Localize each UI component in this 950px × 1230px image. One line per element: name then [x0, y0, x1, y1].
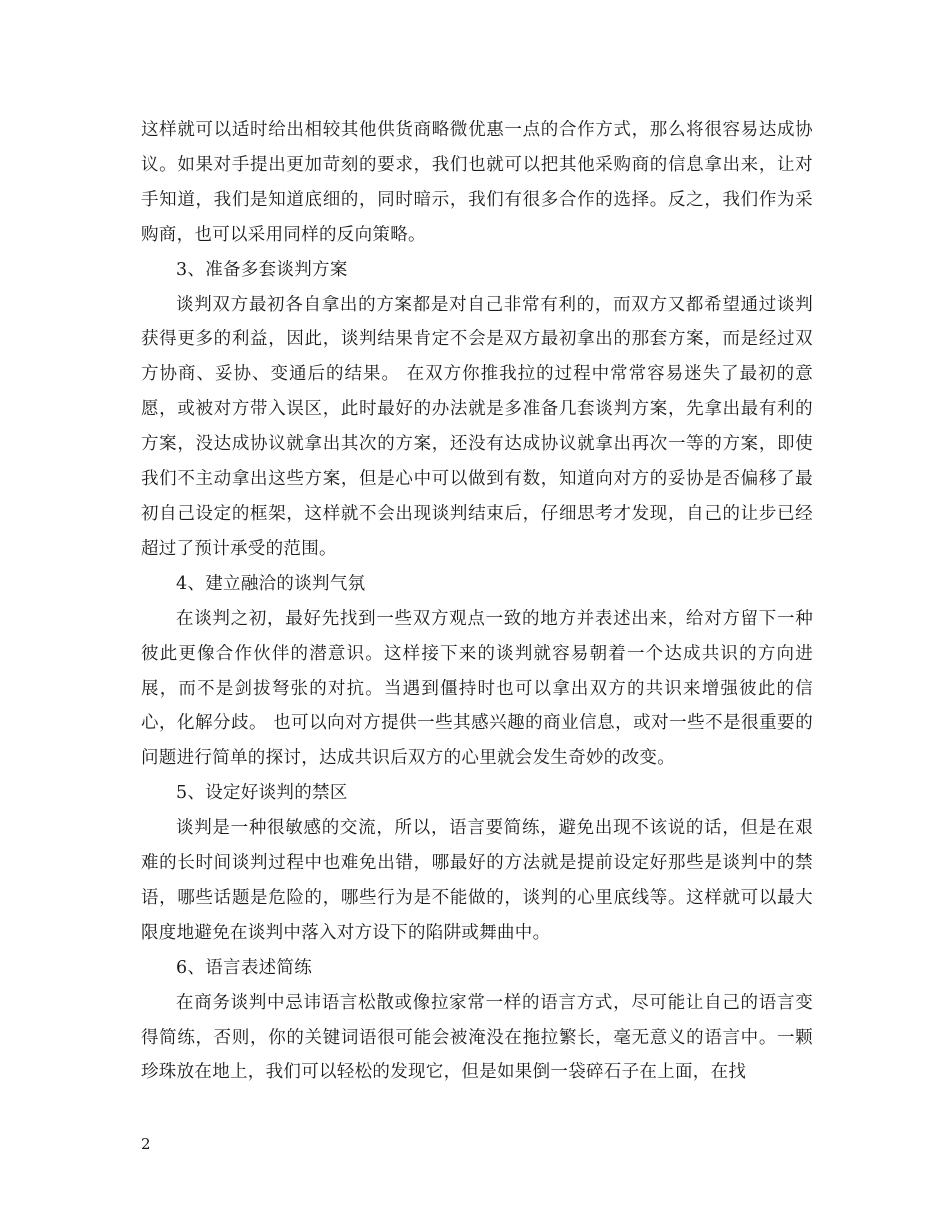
paragraph-section-5: 谈判是一种很敏感的交流，所以，语言要简练，避免出现不该说的话，但是在艰难的长时间谈判过程中也难免出错，哪最好的方法就是提前设定好那些是谈判中的禁语，哪些话题是危险的，哪些行为是不能做的，谈判的心里底线等。这样就可以最大限度地避免在谈判中落入对方设下的陷阱或舞曲中。 — [141, 818, 813, 943]
document-body — [141, 113, 813, 1090]
paragraph-continuation: 这样就可以适时给出相较其他供货商略微优惠一点的合作方式，那么将很容易达成协议。如果对手提出更加苛刻的要求，我们也就可以把其他采购商的信息拿出来，让对手知道，我们是知道底细的，同时暗示，我们有很多合作的选择。反之，我们作为采购商，也可以采用同样的反向策略。 — [141, 120, 813, 245]
section-heading-3: 3、准备多套谈判方案 — [176, 259, 348, 280]
section-heading-4: 4、建立融洽的谈判气氛 — [176, 573, 366, 594]
page-number: 2 — [141, 1135, 151, 1153]
paragraph-section-3: 谈判双方最初各自拿出的方案都是对自己非常有利的，而双方又都希望通过谈判获得更多的利益，因此，谈判结果肯定不会是双方最初拿出的那套方案，而是经过双方协商、妥协、变通后的结果。 在双方你推我拉的过程中常常容易迷失了最初的意愿，或被对方带入误区，此时最好的办法就是多准备几套谈判方案，先拿出最有利的方案，没达成协议就拿出其次的方案，还没有达成协议就拿出再次一等的方案，即使我们不主动拿出这些方案，但是心中可以做到有数，知道向对方的妥协是否偏移了最初自己设定的框架，这样就不会出现谈判结束后，仔细思考才发现，自己的让步已经超过了预计承受的范围。 — [141, 294, 813, 559]
section-heading-6: 6、语言表述简练 — [176, 957, 313, 978]
paragraph-section-6: 在商务谈判中忌讳语言松散或像拉家常一样的语言方式，尽可能让自己的语言变得简练，否则，你的关键词语很可能会被淹没在拖拉繁长，毫无意义的语言中。一颗珍珠放在地上，我们可以轻松的发现它，但是如果倒一袋碎石子在上面，在找 — [141, 992, 813, 1083]
section-heading-5: 5、设定好谈判的禁区 — [176, 783, 348, 804]
paragraph-section-4: 在谈判之初，最好先找到一些双方观点一致的地方并表述出来，给对方留下一种彼此更像合作伙伴的潜意识。这样接下来的谈判就容易朝着一个达成共识的方向进展，而不是剑拔弩张的对抗。当遇到僵持时也可以拿出双方的共识来增强彼此的信心，化解分歧。 也可以向对方提供一些其感兴趣的商业信息，或对一些不是很重要的问题进行简单的探讨，达成共识后双方的心里就会发生奇妙的改变。 — [141, 608, 813, 769]
